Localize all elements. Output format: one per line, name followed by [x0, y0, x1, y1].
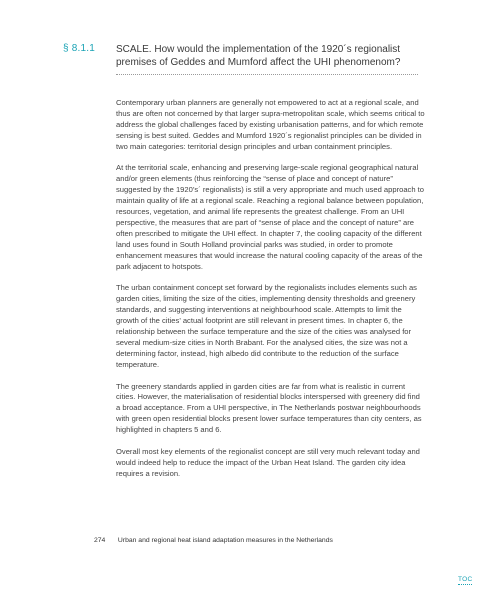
body-text	[116, 98, 426, 491]
running-title: Urban and regional heat island adaptation measures in the Netherlands	[117, 537, 333, 544]
section-divider	[116, 74, 418, 75]
paragraph: At the territorial scale, enhancing and preserving large-scale regional geographical natural and/or green elements (thus reinforcing the “sense of place and concept of nature” suggested by the 1920’s´ regionalists) is still a very appropriate and much used approach to maintain quality of life at a regional scale. Reaching a regional balance between population, resources, vegetation, and animal life represents the greatest challenge. From an UHI perspective, the measures that are part of “sense of place and the concept of nature” are often prescribed to mitigate the UHI effect. In chapter 7, the cooling capacity of the different land uses found in South Holland provincial parks was studied, in order to promote enhancement measures that would increase the natural cooling capacity of the areas of the park adjacent to hotspots.	[116, 163, 425, 271]
page-number: 274	[94, 537, 106, 544]
toc-link-underline	[458, 584, 472, 585]
paragraph: The greenery standards applied in garden cities are far from what is realistic in current cities. However, the materialisation of residential blocks interspersed with greenery did find a broad acceptance. From a UHI perspective, in The Netherlands postwar neighbourhoods with green open residential blocks present lower surface temperatures than city centers, as highlighted in chapters 5 and 6.	[116, 381, 422, 435]
toc-link-label: TOC	[458, 576, 473, 583]
paragraph: The urban containment concept set forward by the regionalists includes elements such as garden cities, limiting the size of the cities, implementing density thresholds and greenery standards, and suggesting interventions at neighbourhood scale. Attempts to limit the growth of the cities’ actual footprint are still relevant in present times. In chapter 6, the relationship between the surface temperature and the size of the cities was analysed for several medium-size cities in North Brabant. For the analysed cities, the size was not a determining factor, instead, high albedo did contribute to the reduction of the surface temperature.	[116, 283, 417, 369]
paragraph: Contemporary urban planners are generally not empowered to act at a regional scale, and thus are often not concerned by that larger supra-metropolitan scale, which seems critical to address the global challenges faced by existing urbanisation patterns, and for which remote sensing is best suited. Geddes and Mumford 1920´s regionalist principles can be divided in two main categories: territorial design principles and urban containment principles.	[116, 98, 425, 151]
page-footer	[94, 537, 333, 544]
section-number: § 8.1.1	[63, 43, 95, 54]
paragraph: Overall most key elements of the regionalist concept are still very much relevant today and would indeed help to reduce the impact of the Urban Heat Island. The garden city idea requires a revision.	[116, 446, 420, 478]
section-title: SCALE. How would the implementation of the 1920´s regionalist premises of Geddes and Mumford affect the UHI phenomenom?	[116, 44, 401, 68]
toc-link[interactable]	[458, 576, 473, 585]
